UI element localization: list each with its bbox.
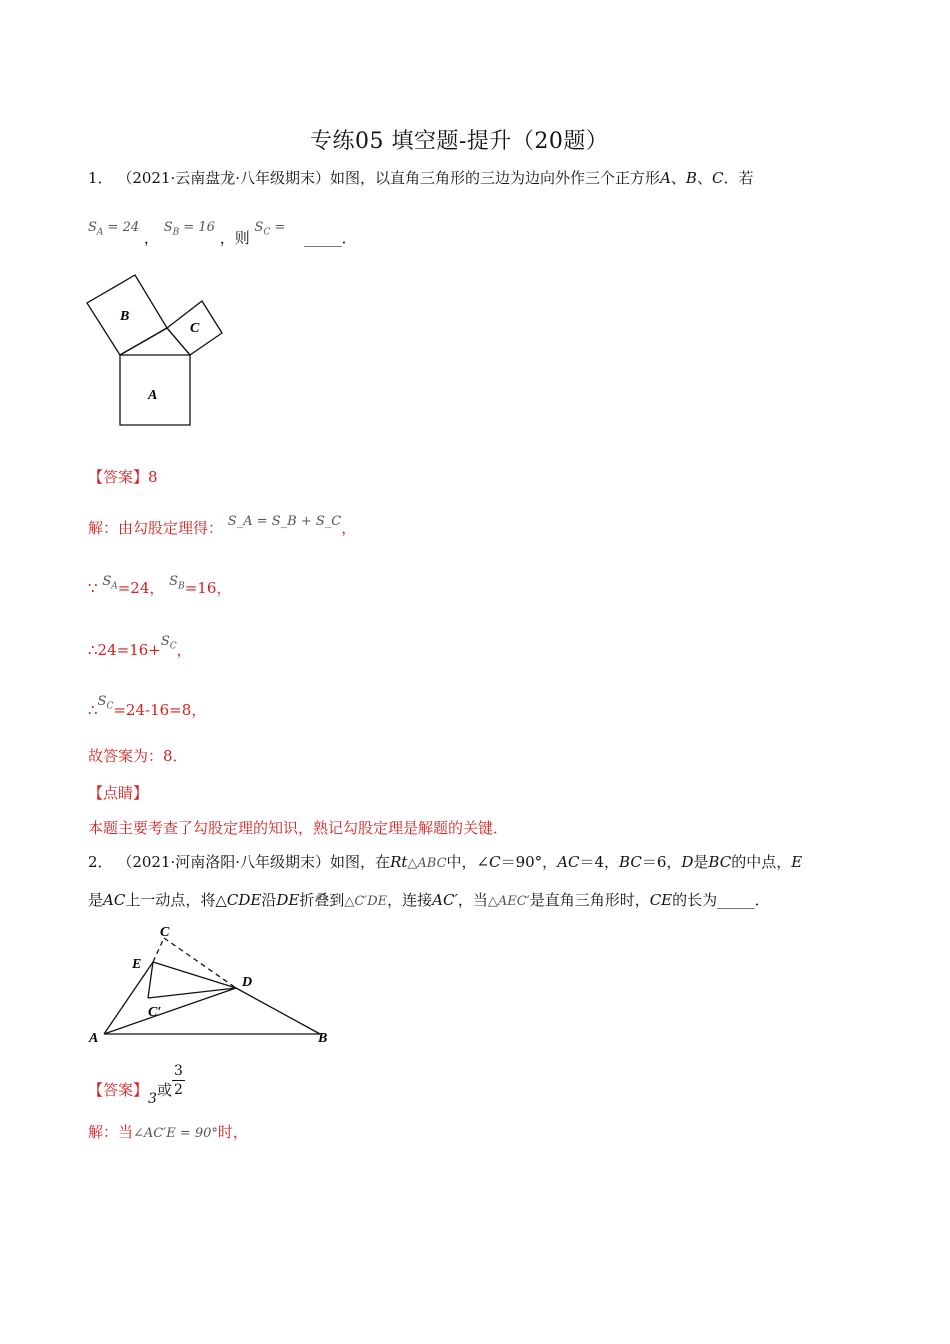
q1-fig-label-a: A [148,388,158,403]
q1-comment-tag: 【点睛】 [88,784,149,802]
right-triangle [120,328,190,355]
q2-answer-fraction: $\frac{3}{2}$ [173,1063,183,1098]
q1-sol-1: 解：由勾股定理得： S_A = S_B + S_C， [88,514,357,537]
q1-comment: 本题主要考查了勾股定理的知识，熟记勾股定理是解题的关键． [88,819,509,837]
q1-fig-label-b: B [120,309,130,324]
q2-number: 2． [88,853,113,871]
q1-comma2: ，则 [219,229,250,247]
q1-comma1: ， [143,229,159,247]
segment-db [236,988,320,1034]
q1-sol-4: $\therefore S_C=24-16=8$， [88,694,207,719]
q1-sb: $S_B = 16$ [163,220,215,238]
q1-stem-line [88,168,753,188]
q1-sa: $S_A = 24$ [88,220,140,238]
q2-sol-formula: ∠AC′E = 90° [133,1126,218,1141]
q1-stem-a: A [660,169,671,187]
q1-figure [80,270,230,430]
q1-period: ． [341,229,357,247]
page-title: 专练05 填空题-提升（20题） [310,129,609,154]
q2-blank: _____ [717,891,755,909]
q1-final: 故答案为：8． [88,747,188,765]
q1-sol1-formula: S_A = S_B + S_C [227,514,342,529]
q1-sol-2: ∵ $S_A=24$， $S_B=16$， [88,574,232,597]
q2-answer-a: 3 [148,1090,157,1107]
q2-fig-label-c-prime: C′ [148,1005,162,1020]
segment-ec-dashed [153,938,164,962]
q2-sol: 解：当∠AC′E = 90°时， [88,1123,248,1141]
q2-stem-line2: 是AC上一动点，将△CDE沿DE折叠到△C′DE，连接AC′，当△AEC′是直角三角形时，CE的长为_____． [88,891,770,909]
q1-sep1: 、 [670,169,686,187]
q2-fig-label-b: B [318,1031,328,1046]
segment-ed [153,962,236,988]
q1-given-line [88,216,357,247]
q1-stem-b: B [685,169,697,187]
q2-fig-label-c: C [160,925,170,940]
q1-source: （2021·云南盘龙·八年级期末） [117,169,331,187]
q2-figure [84,920,340,1048]
q2-stem-line1: 2． （2021·河南洛阳·八年级期末）如图，在Rt△ABC中，∠C＝90°，AC＝4，BC＝6，D是BC的中点，E [88,853,803,871]
q2-fig-label-d: D [242,975,253,990]
segment-ae [104,962,153,1034]
q2-fig-label-a: A [89,1031,99,1046]
q1-stem-end: ．若 [723,169,754,187]
q1-stem: 如图，以直角三角形的三边为边向外作三个正方形 [330,169,661,187]
q1-sc: $S_C$ = [254,220,286,238]
q2-fig-label-e: E [132,957,142,972]
q2-source: （2021·河南洛阳·八年级期末） [117,853,331,871]
q1-blank: _____ [304,229,342,247]
q1-number: 1． [88,169,113,187]
q1-fig-label-c: C [190,321,200,336]
q2-answer: 【答案】3或 $\frac{3}{2}$ [88,1063,183,1107]
q1-sep2: 、 [696,169,712,187]
segment-cd-dashed [164,938,236,988]
q1-answer: 【答案】8 [88,468,158,486]
q1-stem-c: C [711,169,724,187]
q1-sol-3: $\therefore 24=16+S_C$， [88,634,192,659]
